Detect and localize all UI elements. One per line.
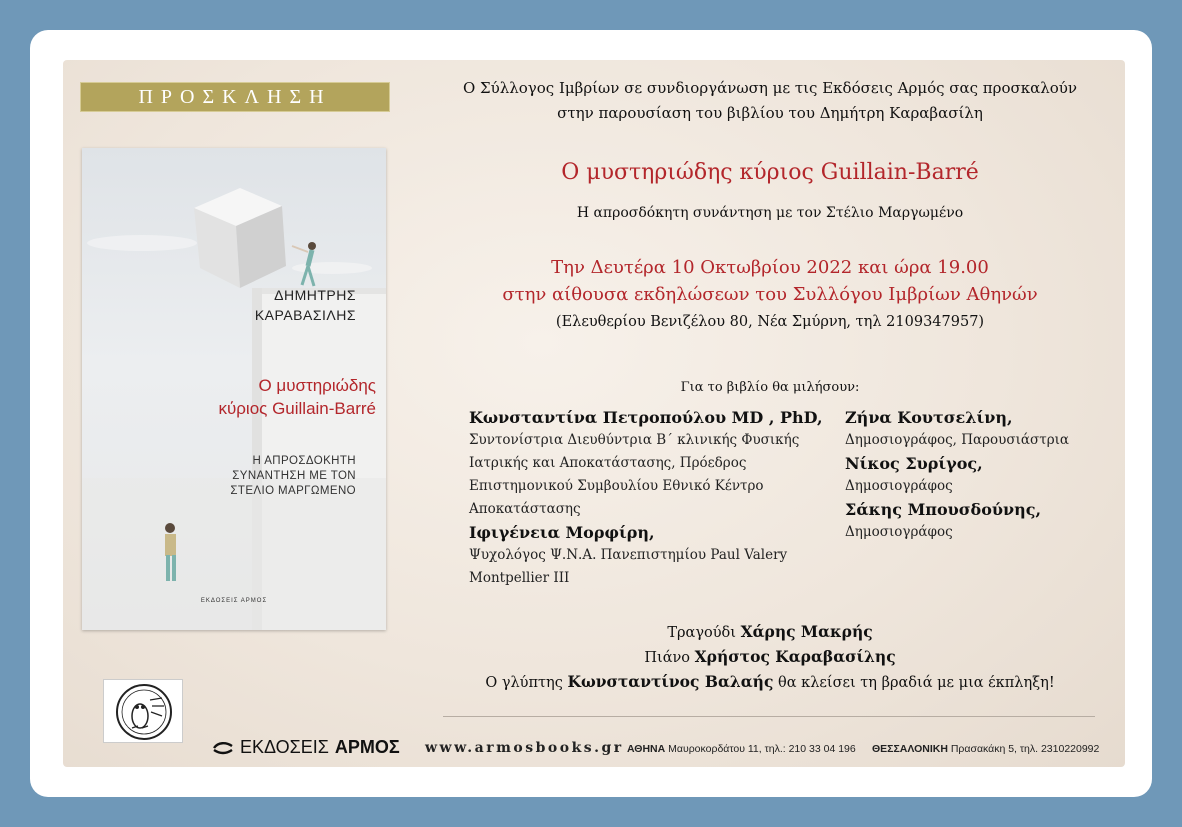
thessaloniki-text: Πρασακάκη 5, τηλ. 2310220992 <box>950 743 1100 755</box>
book-title-line: Ο μυστηριώδης <box>258 376 376 395</box>
invitation-badge: ΠΡΟΣΚΛΗΣΗ <box>80 82 390 112</box>
sculptor-note: θα κλείσει τη βραδιά με μια έκπληξη! <box>778 675 1055 691</box>
speaker-name: Νίκος Συρίγος, <box>845 454 983 473</box>
speaker-role-line: Επιστημονικού Συμβουλίου Εθνικό Κέντρο <box>469 478 764 494</box>
speakers-right-column <box>845 406 1105 544</box>
sculptor-label: Ο γλύπτης <box>485 675 563 691</box>
speaker-role: Δημοσιογράφος, Παρουσιάστρια <box>845 432 1070 448</box>
piano-credit <box>420 645 1120 670</box>
athens-text: Μαυροκορδάτου 11, τηλ.: 210 33 04 196 <box>668 743 856 755</box>
book-subtitle-line: ΣΥΝΑΝΤΗΣΗ ΜΕ ΤΟΝ <box>232 470 356 482</box>
venue-line: στην αίθουσα εκδηλώσεων του Συλλόγου Ιμβρίων Αθηνών <box>502 284 1038 305</box>
book-publisher: ΕΚΔΟΣΕΙΣ ΑΡΜΟΣ <box>200 598 268 604</box>
speaker-role-line: Ιατρικής και Αποκατάστασης, Πρόεδρος <box>469 455 747 471</box>
speaker-role-line: Montpellier III <box>469 570 570 586</box>
logo-text-bold: ΑΡΜΟΣ <box>334 737 400 757</box>
venue-address: (Ελευθερίου Βενιζέλου 80, Νέα Σμύρνη, τηλ 2109347957) <box>555 314 985 330</box>
publisher-logo <box>212 737 400 758</box>
intro-text <box>420 76 1120 126</box>
thessaloniki-address <box>872 743 1099 755</box>
armos-logo-icon <box>212 740 234 756</box>
owl-coin-icon <box>104 680 184 744</box>
song-label: Τραγούδι <box>667 625 736 641</box>
book-cover-title <box>218 374 376 420</box>
pianist-name: Χρήστος Καραβασίλης <box>694 647 896 666</box>
book-author <box>255 285 356 325</box>
logo-text-light: ΕΚΔΟΣΕΙΣ <box>240 737 329 757</box>
footer-divider <box>443 716 1095 717</box>
piano-label: Πιάνο <box>644 650 691 666</box>
intro-line: στην παρουσίαση του βιβλίου του Δημήτρη Καραβασίλη <box>557 104 983 122</box>
music-credits <box>420 620 1120 695</box>
coin-emblem <box>103 679 183 743</box>
speaker-role-line: Ψυχολόγος Ψ.Ν.Α. Πανεπιστημίου Paul Valery <box>469 547 788 563</box>
speaker-role: Δημοσιογράφος <box>845 478 953 494</box>
event-title: Ο μυστηριώδης κύριος Guillain-Barré <box>561 160 979 185</box>
book-author-line: ΚΑΡΑΒΑΣΙΛΗΣ <box>254 307 356 323</box>
website-link[interactable]: www.armosbooks.gr <box>425 740 624 756</box>
sculptor-credit <box>420 670 1120 695</box>
speaker-role-line: Αποκατάστασης <box>469 501 581 517</box>
athens-label: ΑΘΗΝΑ <box>627 743 666 755</box>
book-subtitle-line: Η ΑΠΡΟΣΔΟΚΗΤΗ <box>252 455 356 467</box>
athens-address <box>627 743 856 755</box>
song-credit <box>420 620 1120 645</box>
speaker-name: Ιφιγένεια Μορφίρη, <box>469 523 655 542</box>
speaker-role-line: Συντονίστρια Διευθύντρια Β΄ κλινικής Φυσικής <box>469 432 800 448</box>
event-subtitle: Η απροσδόκητη συνάντηση με τον Στέλιο Μαργωμένο <box>576 205 964 221</box>
speaker-name: Σάκης Μπουσδούνης, <box>845 500 1042 519</box>
speaker-role: Δημοσιογράφος <box>845 524 953 540</box>
speaker-name: Κωνσταντίνα Πετροπούλου MD , PhD, <box>469 408 823 427</box>
book-cover-subtitle <box>206 454 356 499</box>
book-cover <box>82 148 386 630</box>
speakers-heading: Για το βιβλίο θα μιλήσουν: <box>680 380 860 395</box>
book-author-line: ΔΗΜΗΤΡΗΣ <box>274 287 356 303</box>
speaker-name: Ζήνα Κουτσελίνη, <box>845 408 1013 427</box>
sculptor-name: Κωνσταντίνος Βαλαής <box>567 672 774 691</box>
event-datetime <box>420 254 1120 308</box>
datetime-line: Την Δευτέρα 10 Οκτωβρίου 2022 και ώρα 19.00 <box>551 257 989 278</box>
book-subtitle-line: ΣΤΕΛΙΟ ΜΑΡΓΩΜΕΝΟ <box>230 485 356 497</box>
book-title-line: κύριος Guillain-Barré <box>218 399 376 418</box>
intro-line: Ο Σύλλογος Ιμβρίων σε συνδιοργάνωση με τις Εκδόσεις Αρμός σας προσκαλούν <box>462 79 1078 97</box>
singer-name: Χάρης Μακρής <box>740 622 873 641</box>
thessaloniki-label: ΘΕΣΣΑΛΟΝΙΚΗ <box>872 743 948 755</box>
speakers-left-column <box>469 406 829 590</box>
